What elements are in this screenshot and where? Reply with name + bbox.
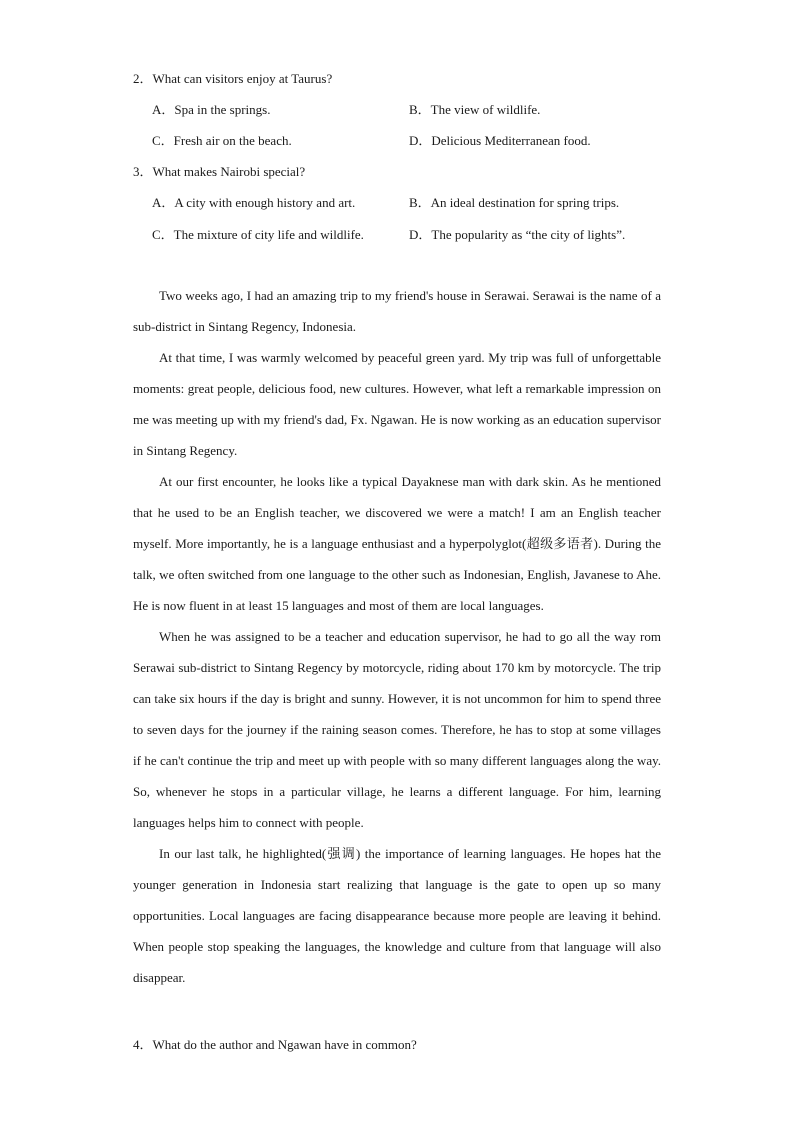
question-3-option-c: C．The mixture of city life and wildlife. bbox=[152, 227, 364, 242]
question-2-stem: 2．What can visitors enjoy at Taurus? bbox=[133, 71, 333, 86]
passage-paragraph-3: At our first encounter, he looks like a typical Dayaknese man with dark skin. As he mentioned that he used to be an English teacher, we discovered we were a match! I am an English teacher myself. More importantly, he is a language enthusiast and a hyperpolyglot(超级多语者). During the talk, we often switched from one language to the other such as Indonesian, English, Javanese to Ahe. He is now fluent in at least 15 languages and most of them are local languages. bbox=[133, 474, 661, 613]
passage-paragraph-1: Two weeks ago, I had an amazing trip to my friend's house in Serawai. Serawai is the name of a sub-district in Sintang Regency, Indonesia. bbox=[133, 288, 661, 334]
question-2-option-c: C．Fresh air on the beach. bbox=[152, 133, 292, 148]
question-3-stem: 3．What makes Nairobi special? bbox=[133, 164, 306, 179]
passage-paragraph-2: At that time, I was warmly welcomed by peaceful green yard. My trip was full of unforgettable moments: great people, delicious food, new cultures. However, what left a remarkable impression on me was meeting up with my friend's dad, Fx. Ngawan. He is now working as an education supervisor in Sintang Regency. bbox=[133, 350, 661, 458]
reading-passage bbox=[133, 280, 661, 993]
passage-paragraph-5: In our last talk, he highlighted(强调) the importance of learning languages. He hopes hat the younger generation in Indonesia start realizing that language is the gate to open up so many opportunities. Local languages are facing disappearance because more people are leaving it behind. When people stop speaking the languages, the knowledge and culture from that language will also disappear. bbox=[133, 846, 661, 985]
question-2-option-d: D．Delicious Mediterranean food. bbox=[409, 133, 591, 148]
passage-paragraph-4: When he was assigned to be a teacher and education supervisor, he had to go all the way rom Serawai sub-district to Sintang Regency by motorcycle, riding about 170 km by motorcycle. The trip can take six hours if the day is bright and sunny. However, it is not uncommon for him to spend three to seven days for the journey if the raining season comes. Therefore, he has to stop at some villages if he can't continue the trip and meet up with people with so many different languages along the way. So, whenever he stops in a particular village, he learns a different language. For him, learning languages helps him to connect with people. bbox=[133, 629, 661, 830]
question-2-option-a: A．Spa in the springs. bbox=[152, 102, 271, 117]
question-3-option-b: B．An ideal destination for spring trips. bbox=[409, 195, 620, 210]
question-4-stem: 4．What do the author and Ngawan have in common? bbox=[133, 1037, 417, 1052]
question-3-option-d: D．The popularity as “the city of lights”. bbox=[409, 227, 626, 242]
question-2-option-b: B．The view of wildlife. bbox=[409, 102, 541, 117]
question-3-option-a: A．A city with enough history and art. bbox=[152, 195, 356, 210]
